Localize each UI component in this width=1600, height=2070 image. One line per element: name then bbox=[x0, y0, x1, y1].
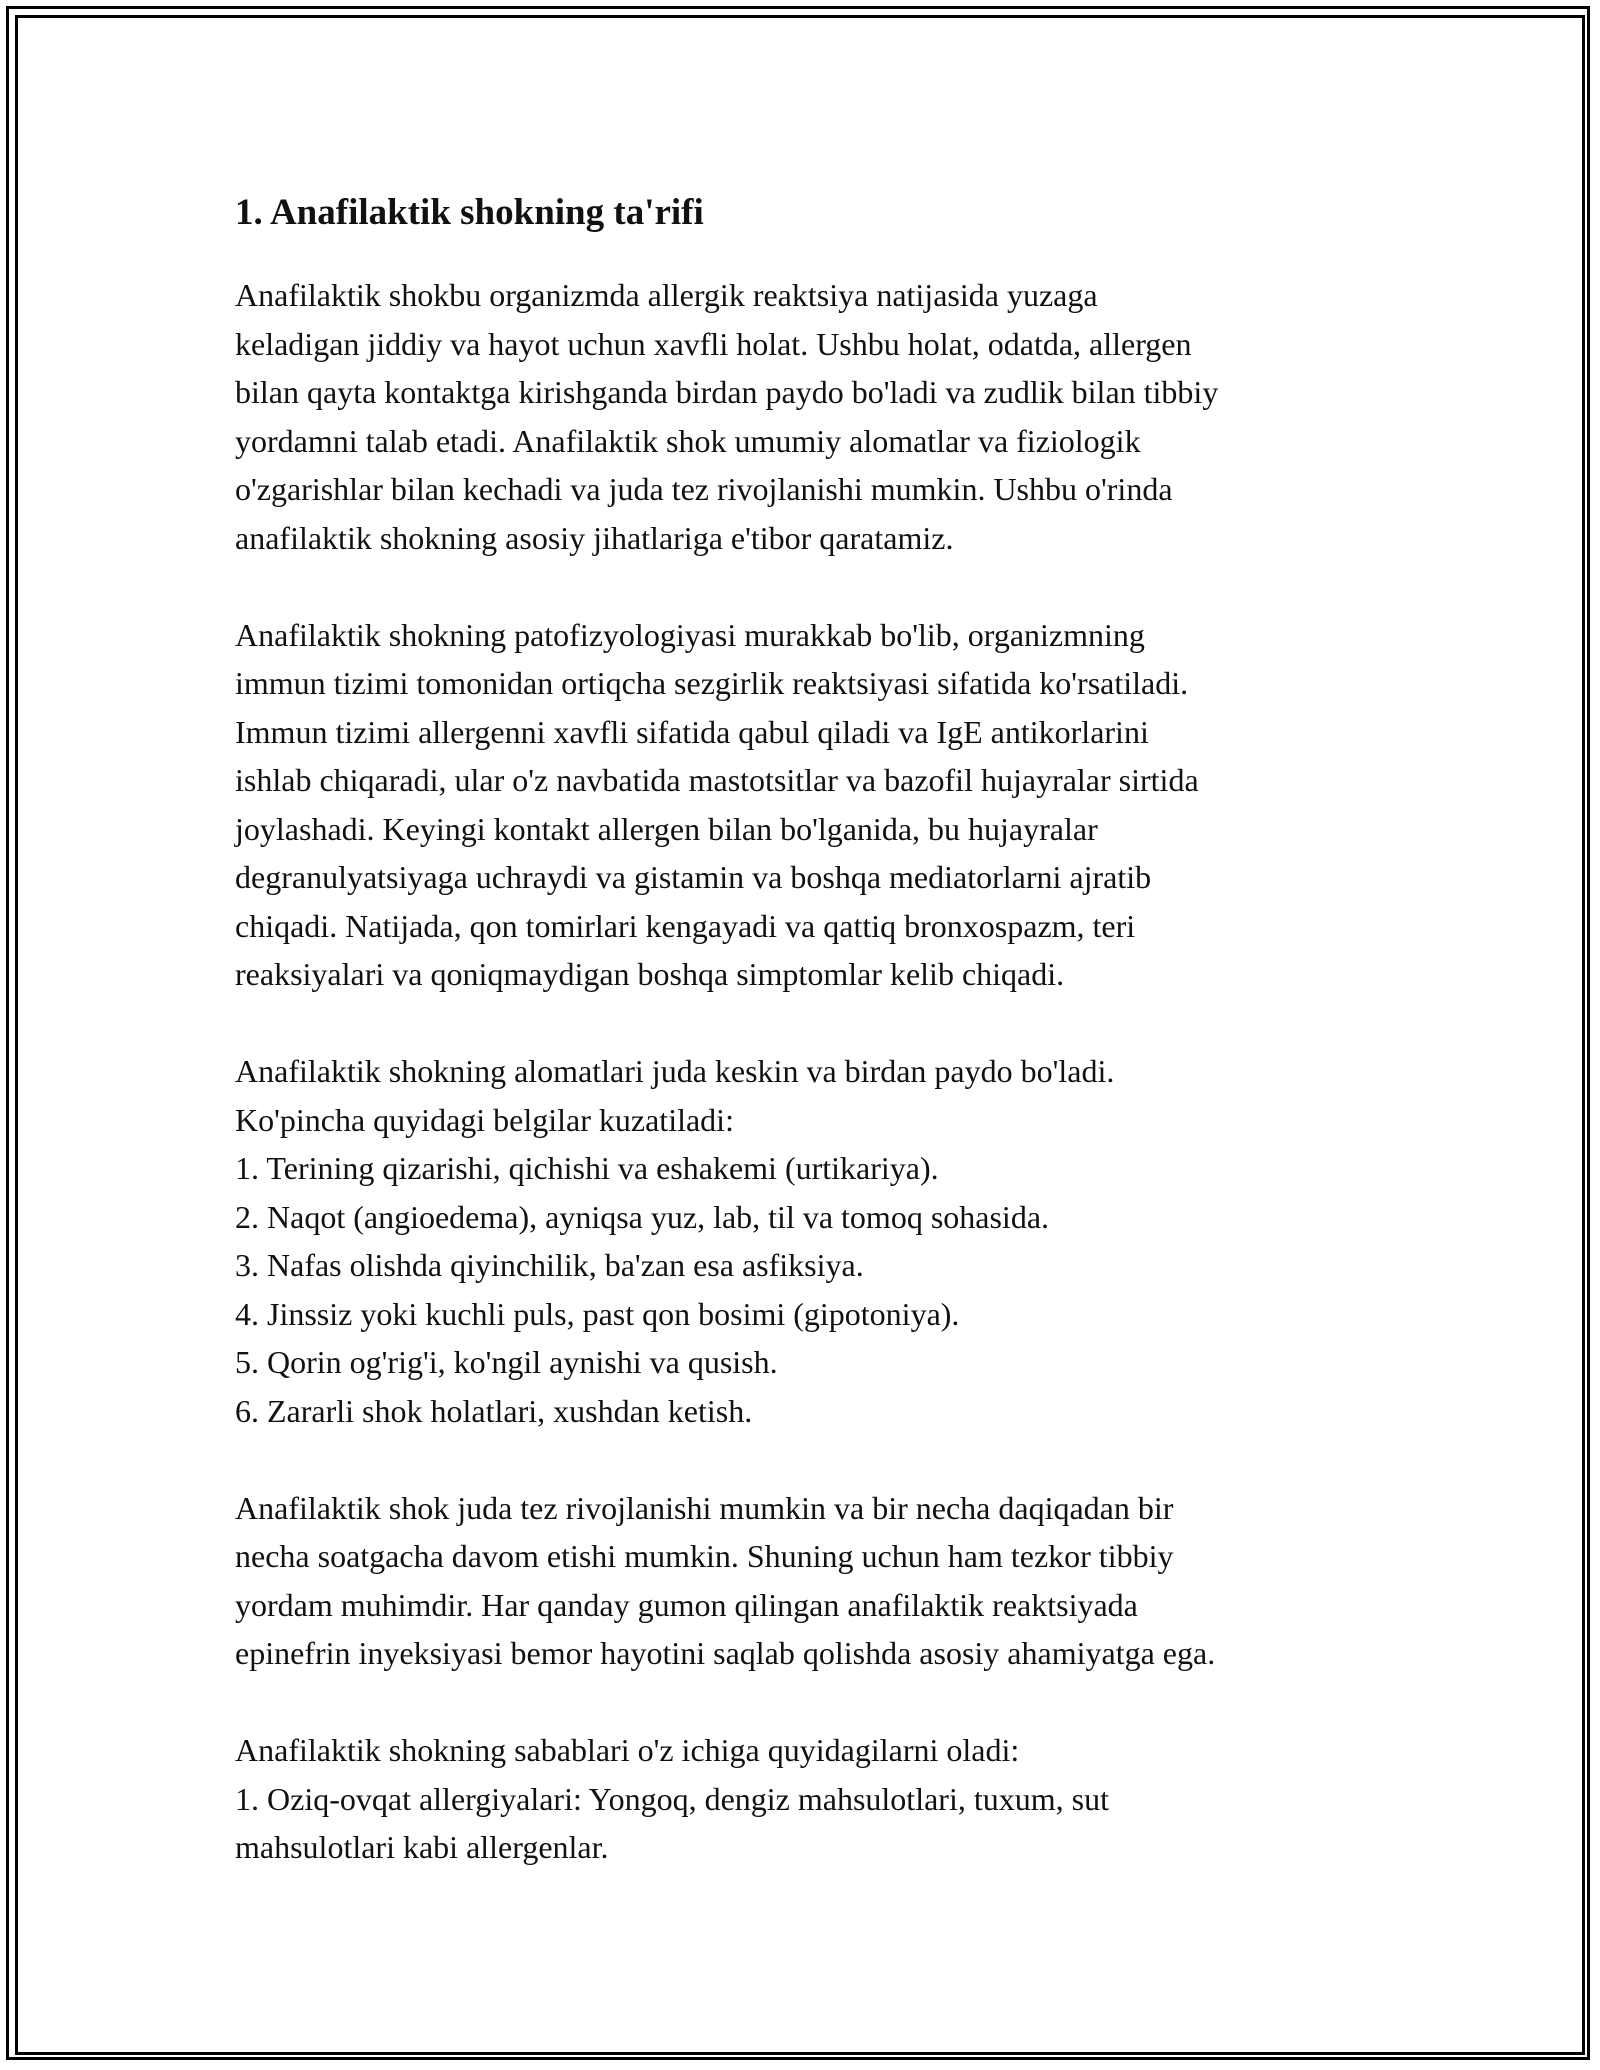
text-line: immun tizimi tomonidan ortiqcha sezgirlik reaktsiyasi sifatida ko'rsatiladi. bbox=[235, 665, 1189, 701]
list-item: 5. Qorin og'rig'i, ko'ngil aynishi va qusish. bbox=[235, 1344, 778, 1380]
paragraph-definition bbox=[235, 271, 1385, 562]
paragraph-pathophysiology bbox=[235, 611, 1385, 999]
paragraph-progression bbox=[235, 1484, 1385, 1678]
text-line: yordam muhimdir. Har qanday gumon qilingan anafilaktik reaktsiyada bbox=[235, 1586, 1138, 1623]
text-line: anafilaktik shokning asosiy jihatlariga e'tibor qaratamiz. bbox=[235, 519, 954, 556]
text-line: Anafilaktik shok juda tez rivojlanishi mumkin va bir necha daqiqadan bir bbox=[235, 1489, 1174, 1526]
text-line: Anafilaktik shokning alomatlari juda keskin va birdan paydo bo'ladi. bbox=[235, 1053, 1115, 1089]
text-line: degranulyatsiyaga uchraydi va gistamin va boshqa mediatorlarni ajratib bbox=[235, 859, 1152, 895]
text-line: bilan qayta kontaktga kirishganda birdan paydo bo'ladi va zudlik bilan tibbiy bbox=[235, 374, 1219, 410]
text-line: joylashadi. Keyingi kontakt allergen bilan bo'lganida, bu hujayralar bbox=[235, 810, 1098, 847]
text-line: Anafilaktik shokning patofizyologiyasi murakkab bo'lib, organizmning bbox=[235, 616, 1145, 653]
text-line: ishlab chiqaradi, ular o'z navbatida mastotsitlar va bazofil hujayralar sirtida bbox=[235, 762, 1199, 798]
list-item: 1. Oziq-ovqat allergiyalari: Yongoq, dengiz mahsulotlari, tuxum, sut bbox=[235, 1780, 1109, 1817]
document-body bbox=[235, 185, 1385, 1920]
text-line: Anafilaktik shokbu organizmda allergik reaktsiya natijasida yuzaga bbox=[235, 277, 1098, 313]
text-line: reaksiyalari va qoniqmaydigan boshqa simptomlar kelib chiqadi. bbox=[235, 956, 1065, 992]
list-item: 6. Zararli shok holatlari, xushdan ketish. bbox=[235, 1392, 753, 1429]
list-item: 2. Naqot (angioedema), ayniqsa yuz, lab, til va tomoq sohasida. bbox=[235, 1198, 1050, 1235]
list-item: 3. Nafas olishda qiyinchilik, ba'zan esa asfiksiya. bbox=[235, 1247, 864, 1283]
list-item: 4. Jinssiz yoki kuchli puls, past qon bosimi (gipotoniya). bbox=[235, 1295, 960, 1332]
text-line: Immun tizimi allergenni xavfli sifatida qabul qiladi va IgE antikorlarini bbox=[235, 713, 1149, 750]
text-line: keladigan jiddiy va hayot uchun xavfli holat. Ushbu holat, odatda, allergen bbox=[235, 325, 1192, 362]
document-title: 1. Anafilaktik shokning ta'rifi bbox=[235, 192, 704, 233]
text-line: necha soatgacha davom etishi mumkin. Shuning uchun ham tezkor tibbiy bbox=[235, 1538, 1174, 1574]
list-item: 1. Terining qizarishi, qichishi va eshakemi (urtikariya). bbox=[235, 1150, 939, 1186]
paragraph-symptoms bbox=[235, 1047, 1385, 1435]
text-line: chiqadi. Natijada, qon tomirlari kengayadi va qattiq bronxospazm, teri bbox=[235, 907, 1136, 944]
text-line: epinefrin inyeksiyasi bemor hayotini saqlab qolishda asosiy ahamiyatga ega. bbox=[235, 1635, 1216, 1671]
text-line: Ko'pincha quyidagi belgilar kuzatiladi: bbox=[235, 1101, 734, 1138]
paragraph-causes bbox=[235, 1726, 1385, 1872]
text-line: Anafilaktik shokning sabablari o'z ichiga quyidagilarni oladi: bbox=[235, 1732, 1020, 1768]
text-line: o'zgarishlar bilan kechadi va juda tez rivojlanishi mumkin. Ushbu o'rinda bbox=[235, 471, 1173, 507]
text-line: mahsulotlari kabi allergenlar. bbox=[235, 1829, 609, 1865]
text-line: yordamni talab etadi. Anafilaktik shok umumiy alomatlar va fiziologik bbox=[235, 422, 1141, 459]
